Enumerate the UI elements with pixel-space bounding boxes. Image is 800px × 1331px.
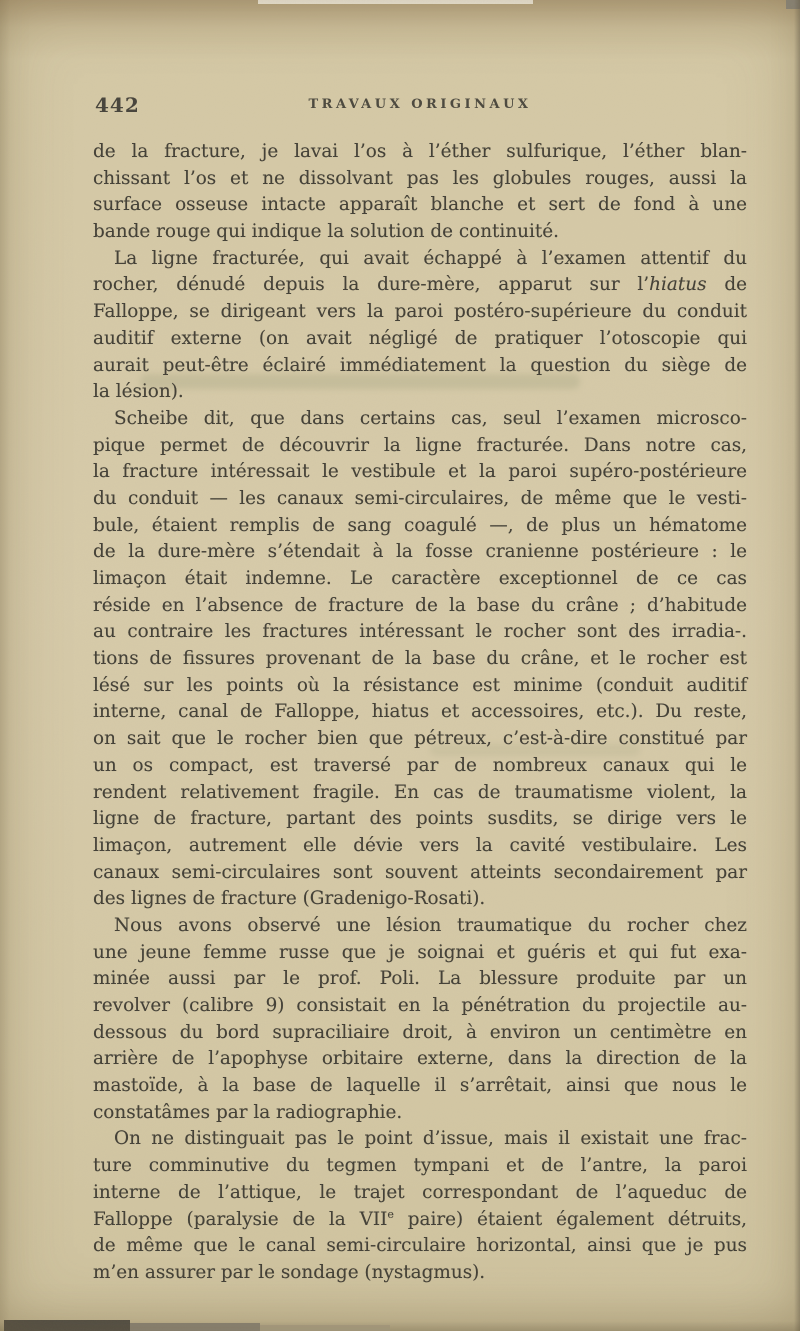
text-line: minée aussi par le prof. Poli. La blessure produite par un	[93, 968, 747, 990]
text-line: interne, canal de Falloppe, hiatus et accessoires, etc.). Du reste,	[93, 701, 747, 723]
text-line: chissant l’os et ne dissolvant pas les globules rouges, aussi la	[93, 167, 747, 189]
text-line: de la fracture, je lavai l’os à l’éther sulfurique, l’éther blan-	[93, 141, 747, 162]
paragraph-3	[93, 406, 747, 913]
text-line: surface osseuse intacte apparaît blanche et sert de fond à une	[93, 194, 747, 216]
text-line: limaçon était indemne. Le caractère exceptionnel de ce cas	[93, 568, 747, 589]
text-line: ligne de fracture, partant des points susdits, se dirige vers le	[93, 808, 747, 830]
text-line: auditif externe (on avait négligé de pratiquer l’otoscopie qui	[93, 327, 747, 349]
text-line: limaçon, autrement elle dévie vers la cavité vestibulaire. Les	[93, 834, 747, 856]
text-line: bande rouge qui indique la solution de continuité.	[93, 221, 560, 243]
text-line: canaux semi-circulaires sont souvent atteints secondairement par	[93, 861, 747, 883]
paragraph-2	[93, 246, 747, 406]
text-line: la lésion).	[93, 381, 184, 403]
text-line: interne de l’attique, le trajet correspondant de l’aqueduc de	[93, 1181, 747, 1203]
text-line: Nous avons observé une lésion traumatique du rocher chez	[114, 914, 747, 936]
text-line: on sait que le rocher bien que pétreux, c’est-à-dire constitué par	[93, 728, 747, 750]
text-line: rocher, dénudé depuis la dure-mère, apparut sur l’hiatus de	[93, 274, 747, 296]
text-line: de la dure-mère s’étendait à la fosse cranienne postérieure : le	[93, 541, 747, 563]
text-line: ture comminutive du tegmen tympani et de l’antre, la paroi	[93, 1155, 747, 1177]
scan-left-edge-shade	[0, 0, 10, 1331]
text-line: rendent relativement fragile. En cas de traumatisme violent, la	[93, 781, 747, 803]
text-line: constatâmes par la radiographie.	[93, 1101, 403, 1123]
paragraph-5	[93, 1126, 747, 1286]
text-line: de même que le canal semi-circulaire horizontal, ainsi que je pus	[93, 1235, 747, 1257]
text-line: Falloppe, se dirigeant vers la paroi postéro-supérieure du conduit	[93, 301, 747, 323]
text-line: La ligne fracturée, qui avait échappé à l’examen attentif du	[114, 247, 747, 269]
text-line: mastoïde, à la base de laquelle il s’arrêtait, ainsi que nous le	[93, 1075, 747, 1097]
scan-bottom-dark-strip	[260, 1325, 390, 1331]
text-line: au contraire les fractures intéressant le rocher sont des irradia-.	[93, 621, 747, 643]
text-line: Falloppe (paralysie de la VIIe paire) étaient également détruits,	[93, 1207, 747, 1230]
scan-bottom-dark-strip	[4, 1320, 130, 1331]
text-line: lésé sur les points où la résistance est minime (conduit auditif	[93, 674, 747, 696]
text-line: réside en l’absence de fracture de la base du crâne ; d’habitude	[93, 594, 747, 616]
paragraph-4	[93, 913, 747, 1127]
text-line: dessous du bord supraciliaire droit, à environ un centimètre en	[93, 1021, 747, 1043]
text-line: arrière de l’apophyse orbitaire externe, dans la direction de la	[93, 1048, 747, 1070]
text-line: une jeune femme russe que je soignai et guéris et qui fut exa-	[93, 941, 747, 963]
text-line: des lignes de fracture (Gradenigo-Rosati).	[93, 888, 486, 910]
text-line: m’en assurer par le sondage (nystagmus).	[93, 1261, 486, 1283]
text-line: On ne distinguait pas le point d’issue, mais il existait une frac-	[114, 1128, 747, 1150]
text-line: bule, étaient remplis de sang coagulé —, de plus un hématome	[93, 514, 747, 536]
text-line: tions de fissures provenant de la base du crâne, et le rocher est	[93, 648, 747, 670]
paragraph-1	[93, 139, 747, 246]
text-line: aurait peut-être éclairé immédiatement la question du siège de	[93, 354, 747, 376]
text-line: pique permet de découvrir la ligne fracturée. Dans notre cas,	[93, 434, 747, 456]
text-line: Scheibe dit, que dans certains cas, seul l’examen microsco-	[114, 407, 747, 429]
scan-bottom-dark-strip	[130, 1323, 260, 1331]
scan-right-edge-shade	[794, 0, 800, 1331]
text-line: du conduit — les canaux semi-circulaires, de même que le vesti-	[93, 487, 747, 509]
running-header	[93, 93, 747, 119]
running-header-title: TRAVAUX ORIGINAUX	[308, 97, 532, 112]
text-line: la fracture intéressait le vestibule et la paroi supéro-postérieure	[93, 461, 747, 483]
scan-top-edge-sliver	[258, 0, 533, 4]
body-text-block	[93, 139, 747, 1287]
page-number: 442	[95, 93, 140, 117]
text-line: revolver (calibre 9) consistait en la pénétration du projectile au-	[93, 995, 747, 1016]
text-line: un os compact, est traversé par de nombreux canaux qui le	[93, 754, 747, 776]
